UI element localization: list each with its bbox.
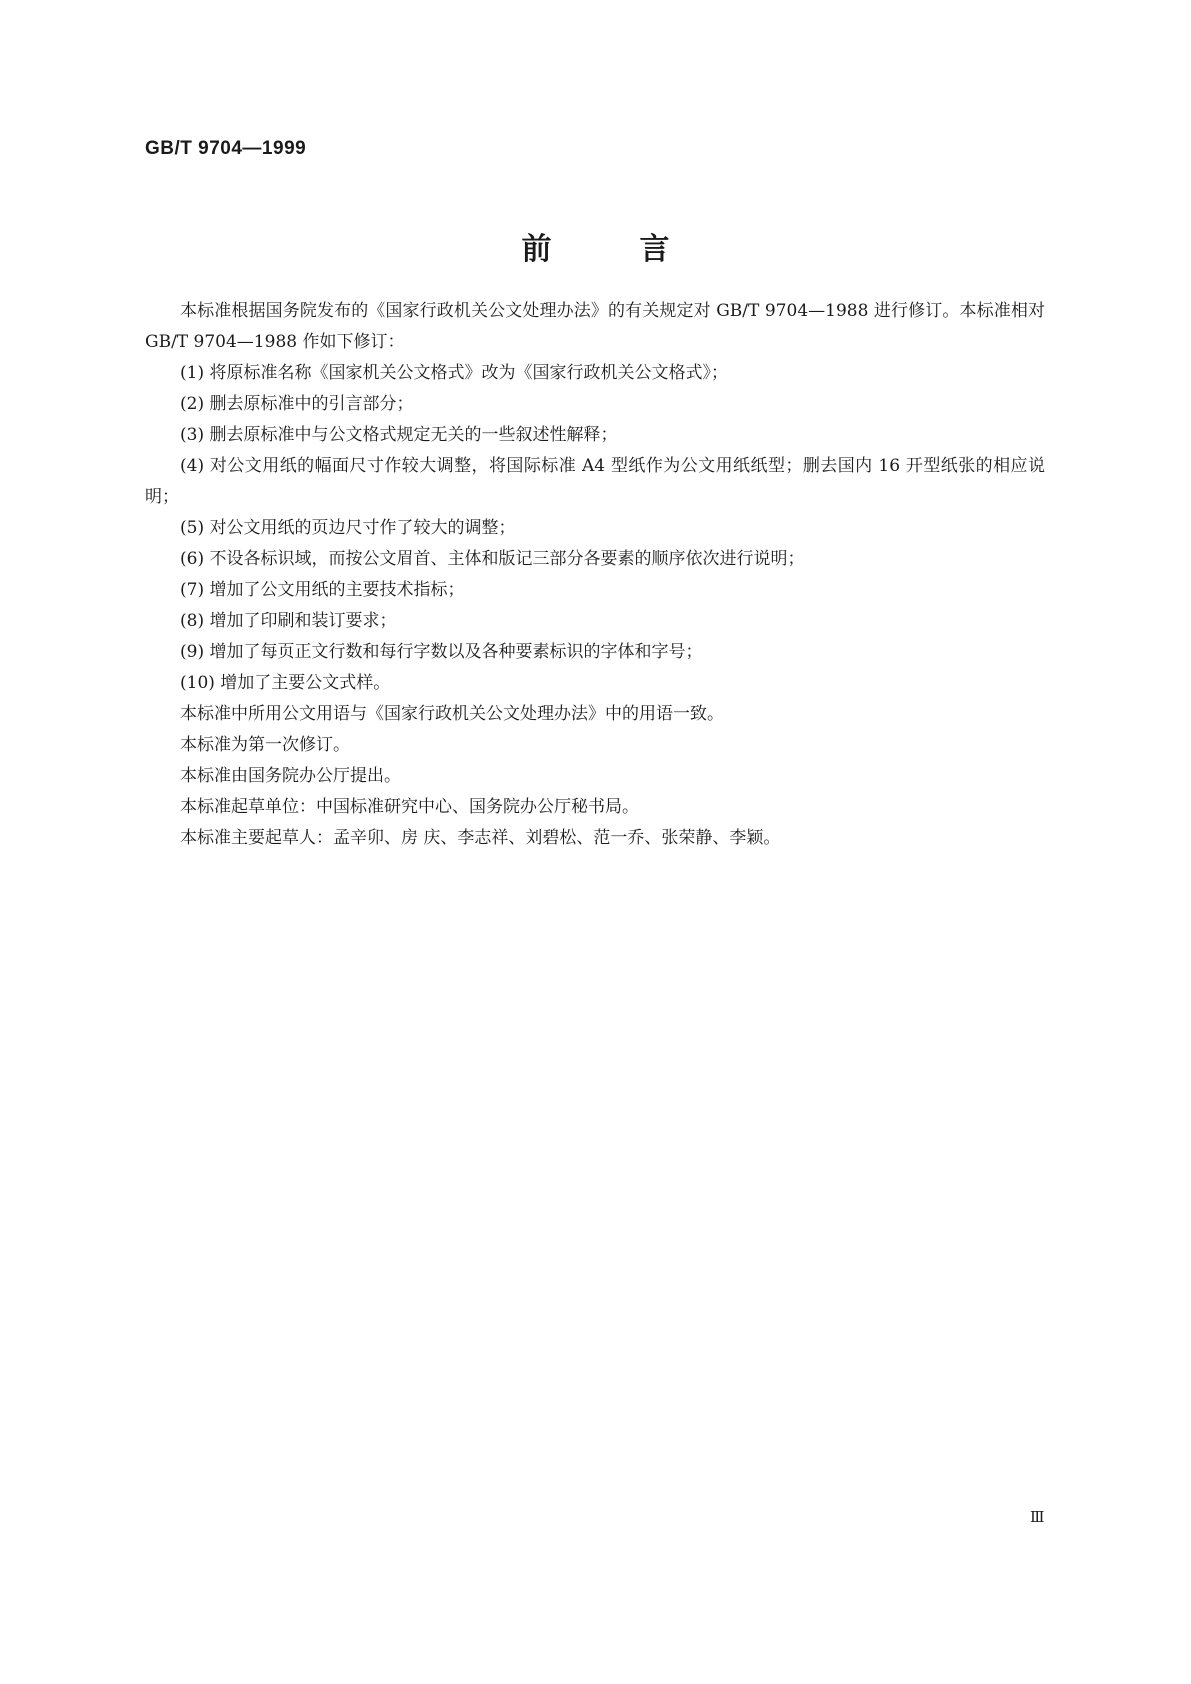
page-title: 前言 (521, 232, 758, 267)
paragraph-drafters: 本标准主要起草人：孟辛卯、房 庆、李志祥、刘碧松、范一乔、张荣静、李颖。 (180, 828, 781, 848)
paragraph-drafting-units: 本标准起草单位：中国标准研究中心、国务院办公厅秘书局。 (180, 797, 639, 817)
paragraph-terminology: 本标准中所用公文用语与《国家行政机关公文处理办法》中的用语一致。 (180, 704, 724, 724)
paragraph-intro: 本标准根据国务院发布的《国家行政机关公文处理办法》的有关规定对 GB/T 9704—1988 进行修订。本标准相对 GB/T 9704—1988 作如下修订： (145, 301, 1045, 352)
list-item-3: (3) 删去原标准中与公文格式规定无关的一些叙述性解释； (180, 425, 618, 445)
list-item-5: (5) 对公文用纸的页边尺寸作了较大的调整； (180, 518, 516, 538)
list-item-10: (10) 增加了主要公文式样。 (180, 673, 391, 693)
list-item-6: (6) 不设各标识域，而按公文眉首、主体和版记三部分各要素的顺序依次进行说明； (180, 549, 805, 569)
list-item-4: (4) 对公文用纸的幅面尺寸作较大调整，将国际标准 A4 型纸作为公文用纸纸型；删去国内 16 开型纸张的相应说明； (145, 456, 1045, 507)
list-item-2: (2) 删去原标准中的引言部分； (180, 394, 414, 414)
document-body (145, 296, 1045, 854)
paragraph-revision: 本标准为第一次修订。 (180, 735, 350, 755)
list-item-7: (7) 增加了公文用纸的主要技术指标； (180, 580, 465, 600)
paragraph-proposer: 本标准由国务院办公厅提出。 (180, 766, 401, 786)
list-item-9: (9) 增加了每页正文行数和每行字数以及各种要素标识的字体和字号； (180, 642, 703, 662)
list-item-8: (8) 增加了印刷和装订要求； (180, 611, 397, 631)
list-item-1: (1) 将原标准名称《国家机关公文格式》改为《国家行政机关公文格式》； (180, 363, 728, 383)
page-number: Ⅲ (1030, 1508, 1045, 1526)
standard-code: GB/T 9704—1999 (145, 138, 307, 159)
